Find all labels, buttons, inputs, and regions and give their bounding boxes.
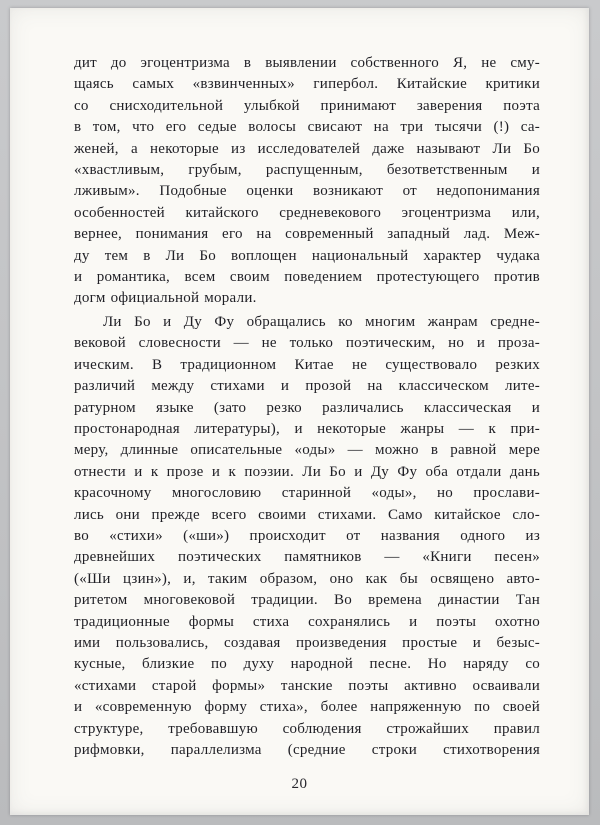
text-line: лживым». Подобные оценки возникают от недопонимания [74,183,540,200]
text-line: рифмовки, параллелизма (средние строки стихотворения [74,742,540,758]
text-line: кусные, близкие по духу народной песне. Но наряду со [74,656,540,673]
text-line: «стихами старой формы» танские поэты активно осваивали [74,677,540,694]
text-line: структуре, требовавшую соблюдения строжайших правил [74,720,540,737]
text-line: догм официальной морали. [74,290,257,307]
text-line: меру, длинные описательные «оды» — можно в равной мере [74,442,540,459]
text-line: вековой словесности — не только поэтическим, но и проза- [74,335,540,352]
page-text-block [74,53,540,761]
text-line: простонародная литературы), и некоторые жанры — к при- [74,420,540,437]
text-line: со снисходительной улыбкой принимают заверения поэта [74,97,540,114]
text-line: в том, что его седые волосы свисают на три тысячи (!) са- [74,119,540,136]
paragraph [74,312,540,762]
text-line: и «современную форму стиха», более напряженную по своей [74,699,540,716]
text-line: ритетом многовековой традиции. Во времена династии Тан [74,592,540,609]
text-line: особенностей китайского средневекового эгоцентризма или, [74,204,540,221]
text-line: и романтика, всем своим поведением протестующего против [74,269,540,286]
book-page [10,8,589,815]
text-line: ратурном языке (зато резко различались классическая и [74,399,540,416]
text-line: древнейших поэтических памятников — «Книги песен» [74,549,540,566]
text-line: ду тем в Ли Бо воплощен национальный характер чудака [74,247,540,264]
text-line: во «стихи» («ши») происходит от названия одного из [74,527,540,544]
text-line: ическим. В традиционном Китае не существовало резких [74,356,540,373]
text-line: традиционные формы стиха сохранялись и поэты охотно [74,613,540,630]
text-line: различий между стихами и прозой на классическом лите- [74,378,540,395]
text-line: дит до эгоцентризма в выявлении собственного Я, не сму- [74,55,540,71]
text-line: красочному многословию старинной «оды», но прослави- [74,485,540,502]
text-line: «хвастливым, грубым, распущенным, безответственным и [74,162,540,179]
text-line: лись они прежде всего своими стихами. Само китайское сло- [74,506,540,523]
text-line: Ли Бо и Ду Фу обращались ко многим жанрам средне- [103,313,540,330]
page-number: 20 [291,776,308,792]
text-line: вернее, понимания его на современный западный лад. Меж- [74,226,540,243]
text-line: щаясь самых «взвинченных» гипербол. Китайские критики [74,76,540,93]
text-line: женей, а некоторые из исследователей даже называют Ли Бо [74,140,540,157]
paragraph [74,53,540,310]
text-line: ими пользовались, создавая произведения простые и безыс- [74,634,540,651]
text-line: отнести и к прозе и к поэзии. Ли Бо и Ду Фу оба отдали дань [74,463,540,480]
text-line: («Ши цзин»), и, таким образом, оно как бы освящено авто- [74,570,540,587]
